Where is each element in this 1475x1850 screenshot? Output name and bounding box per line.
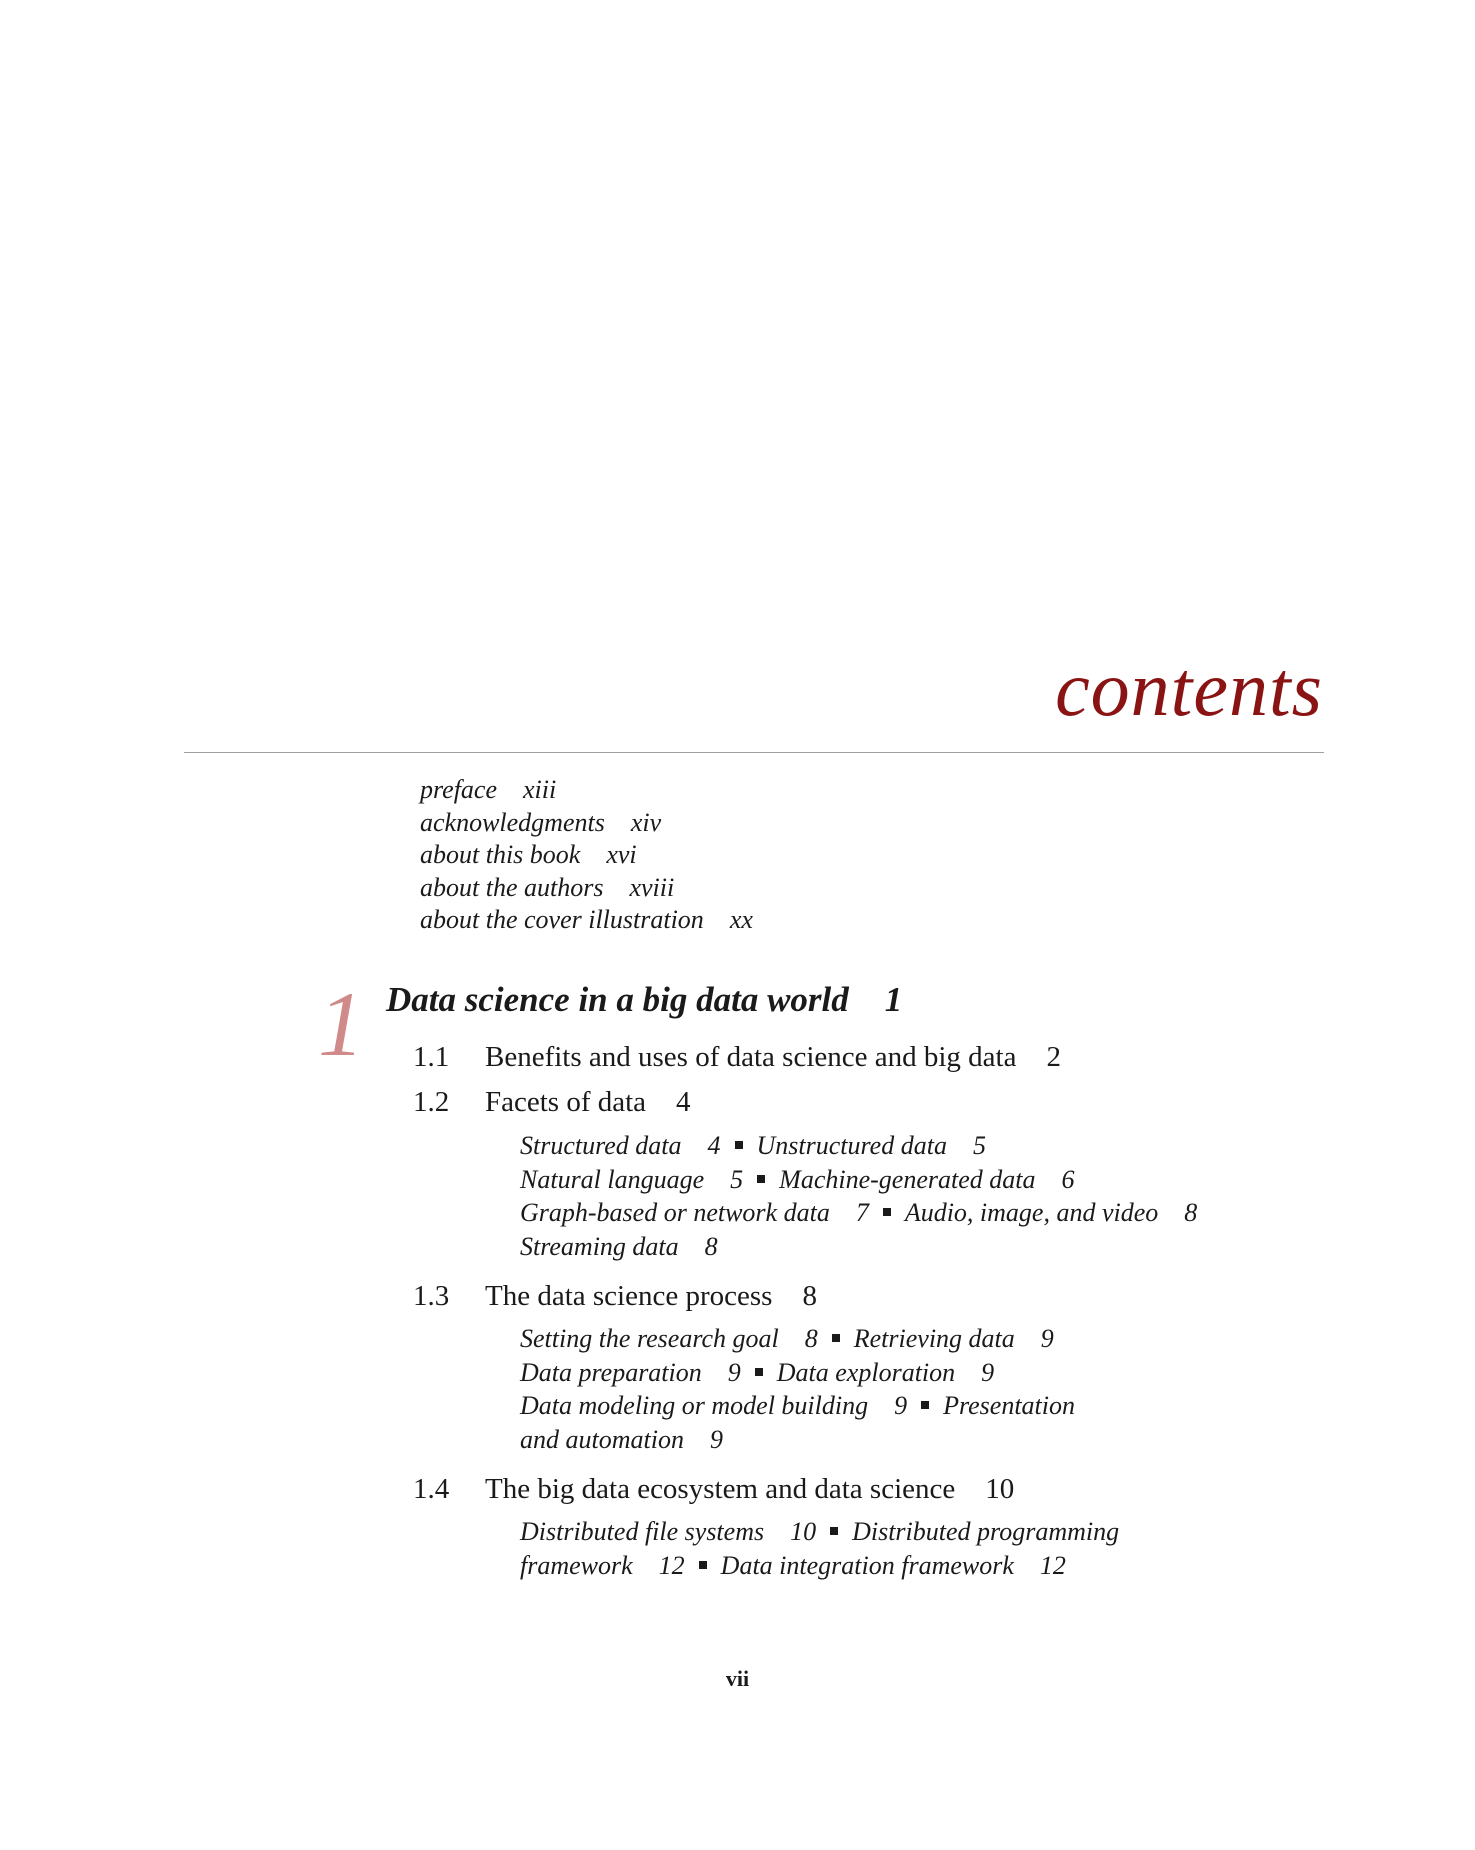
- heading-rule: [184, 752, 1324, 753]
- subsection-line: [520, 1196, 1197, 1230]
- subsection-title[interactable]: Retrieving data: [853, 1324, 1015, 1353]
- subsection-line: [520, 1549, 1119, 1583]
- subsection-title[interactable]: Audio, image, and video: [904, 1198, 1159, 1227]
- subsection-line: [520, 1389, 1075, 1423]
- section-title: The data science process: [485, 1280, 773, 1312]
- bullet-separator: [830, 1527, 838, 1535]
- section-page: 4: [676, 1086, 691, 1118]
- subsection-line: [520, 1515, 1119, 1549]
- subsection-list-1-4: [520, 1515, 1119, 1582]
- subsection-title[interactable]: Data preparation: [520, 1357, 702, 1387]
- section-number: 1.4: [413, 1473, 450, 1505]
- section-page: 8: [802, 1280, 817, 1312]
- section-title: The big data ecosystem and data science: [485, 1473, 956, 1505]
- subsection-page: 8: [1184, 1198, 1198, 1227]
- subsection-title-continued[interactable]: framework: [520, 1550, 633, 1580]
- section-title: Facets of data: [485, 1086, 647, 1118]
- subsection-title[interactable]: Data exploration: [776, 1357, 956, 1387]
- bullet-separator: [735, 1141, 743, 1149]
- toc-entry-about-the-authors[interactable]: [420, 872, 753, 905]
- subsection-list-1-2: [520, 1129, 1197, 1263]
- subsection-line: [520, 1230, 1197, 1264]
- subsection-page: 8: [804, 1324, 818, 1353]
- subsection-page: 12: [658, 1550, 685, 1580]
- section-number: 1.2: [413, 1086, 450, 1118]
- bullet-separator: [755, 1368, 763, 1376]
- subsection-title[interactable]: Distributed file systems: [520, 1517, 765, 1546]
- subsection-line: [520, 1423, 1075, 1457]
- toc-entry-section-1-2[interactable]: [413, 1084, 691, 1120]
- subsection-list-1-3: [520, 1322, 1075, 1456]
- chapter-number: 1: [318, 973, 364, 1075]
- toc-entry-section-1-4[interactable]: [413, 1471, 1014, 1507]
- toc-entry-about-this-book[interactable]: [420, 839, 753, 872]
- bullet-separator: [699, 1561, 707, 1569]
- subsection-title[interactable]: Data modeling or model building: [520, 1391, 869, 1420]
- chapter-page: 1: [884, 980, 903, 1019]
- contents-heading: contents: [1055, 645, 1323, 732]
- toc-entry-chapter-1[interactable]: [386, 978, 902, 1022]
- toc-entry-section-1-1[interactable]: [413, 1039, 1061, 1075]
- subsection-title[interactable]: Setting the research goal: [520, 1324, 779, 1353]
- subsection-title-continued[interactable]: and automation: [520, 1424, 684, 1454]
- toc-entry-section-1-3[interactable]: [413, 1278, 817, 1314]
- entry-page: xviii: [629, 872, 675, 902]
- subsection-title[interactable]: Presentation: [943, 1391, 1075, 1420]
- subsection-page: 7: [855, 1198, 869, 1227]
- subsection-page: 5: [730, 1164, 744, 1194]
- bullet-separator: [832, 1334, 840, 1342]
- subsection-page: 6: [1061, 1164, 1075, 1194]
- subsection-page: 5: [972, 1131, 986, 1160]
- subsection-page: 9: [1040, 1324, 1054, 1353]
- toc-entry-acknowledgments[interactable]: [420, 807, 753, 840]
- entry-title: about the authors: [420, 872, 604, 902]
- entry-page: xvi: [606, 840, 637, 869]
- entry-title: acknowledgments: [420, 807, 605, 837]
- section-number: 1.1: [413, 1041, 450, 1073]
- toc-entry-about-the-cover-illustration[interactable]: [420, 904, 753, 937]
- bullet-separator: [883, 1208, 891, 1216]
- entry-title: about the cover illustration: [420, 905, 704, 934]
- toc-entry-preface[interactable]: [420, 774, 753, 807]
- subsection-title[interactable]: Distributed programming: [852, 1517, 1120, 1546]
- entry-page: xiv: [630, 807, 662, 837]
- entry-page: xx: [729, 905, 753, 934]
- page-folio: vii: [725, 1666, 750, 1691]
- section-page: 2: [1046, 1041, 1061, 1073]
- entry-title: preface: [420, 775, 497, 804]
- subsection-line: [520, 1356, 1075, 1390]
- subsection-page: 9: [709, 1424, 723, 1454]
- subsection-title[interactable]: Natural language: [520, 1164, 705, 1194]
- subsection-page: 9: [727, 1357, 741, 1387]
- subsection-page: 9: [894, 1391, 908, 1420]
- subsection-title[interactable]: Data integration framework: [720, 1550, 1014, 1580]
- chapter-title: Data science in a big data world: [386, 980, 849, 1019]
- subsection-page: 8: [704, 1231, 718, 1261]
- subsection-page: 9: [981, 1357, 995, 1387]
- section-title: Benefits and uses of data science and big data: [485, 1041, 1017, 1073]
- section-page: 10: [985, 1473, 1015, 1505]
- subsection-title[interactable]: Streaming data: [520, 1231, 679, 1261]
- section-number: 1.3: [413, 1280, 450, 1312]
- subsection-title[interactable]: Machine-generated data: [779, 1164, 1036, 1194]
- bullet-separator: [921, 1401, 929, 1409]
- front-matter-list: [420, 774, 753, 937]
- subsection-title[interactable]: Unstructured data: [756, 1131, 947, 1160]
- entry-page: xiii: [523, 775, 557, 804]
- subsection-title[interactable]: Graph-based or network data: [520, 1198, 830, 1227]
- subsection-page: 4: [707, 1131, 721, 1160]
- subsection-page: 12: [1039, 1550, 1066, 1580]
- subsection-title[interactable]: Structured data: [520, 1131, 682, 1160]
- subsection-line: [520, 1129, 1197, 1163]
- subsection-line: [520, 1322, 1075, 1356]
- entry-title: about this book: [420, 840, 581, 869]
- bullet-separator: [757, 1175, 765, 1183]
- subsection-line: [520, 1163, 1197, 1197]
- subsection-page: 10: [790, 1517, 817, 1546]
